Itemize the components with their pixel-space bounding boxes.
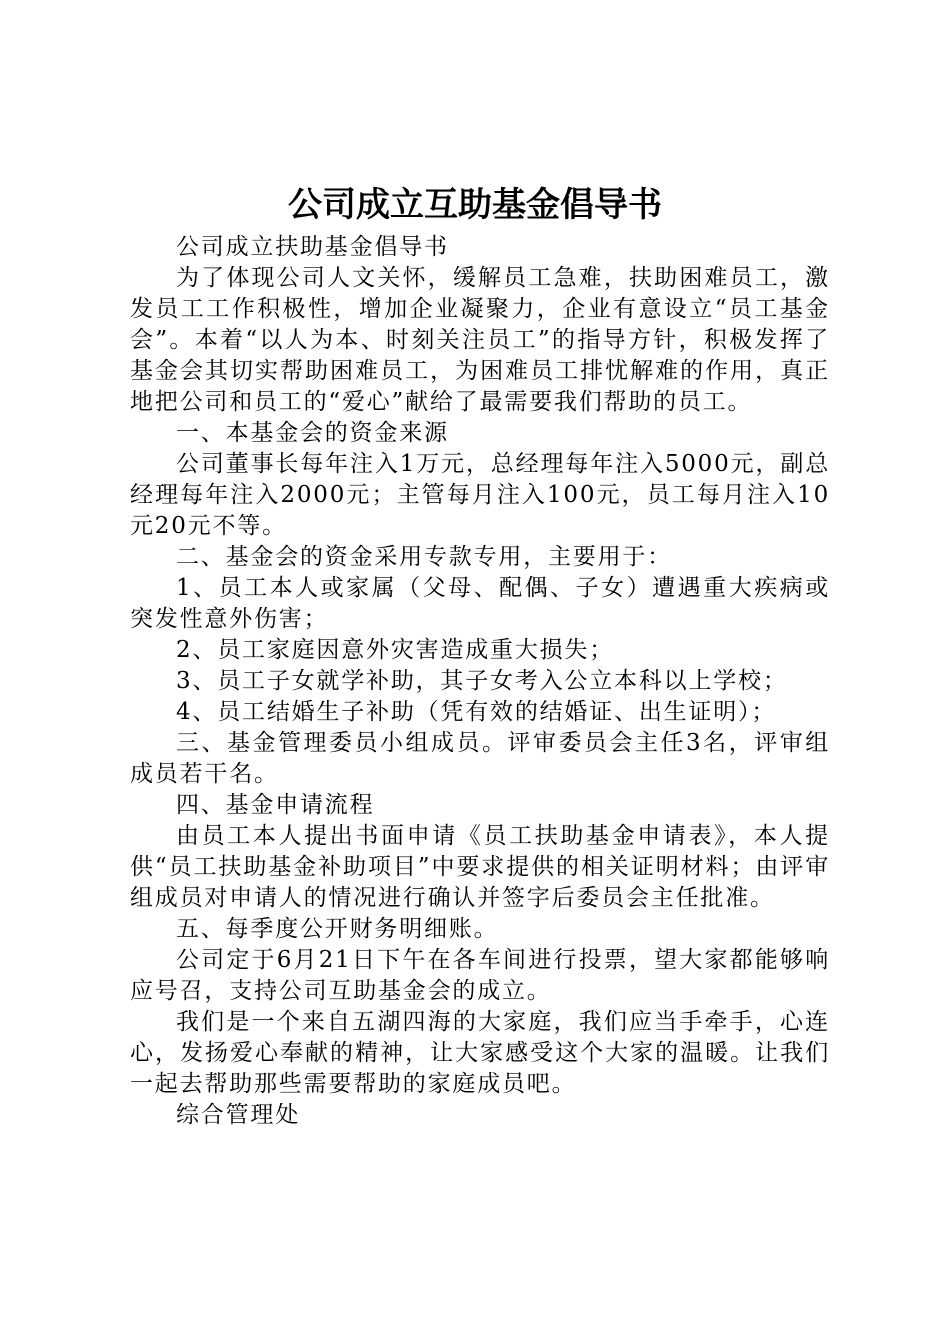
document-title: 公司成立互助基金倡导书 <box>288 185 662 225</box>
list-item-usage-2: 2、员工家庭因意外灾害造成重大损失； <box>176 637 615 663</box>
paragraph-vote-notice: 公司定于6月21日下午在各车间进行投票，望大家都能够响应号召，支持公司互助基金会的成立。 <box>130 947 830 1004</box>
paragraph-committee: 三、基金管理委员小组成员。评审委员会主任3名，评审组成员若干名。 <box>130 730 830 787</box>
list-item-usage-4: 4、员工结婚生子补助（凭有效的结婚证、出生证明）； <box>176 699 777 725</box>
signature-department: 综合管理处 <box>176 1102 300 1128</box>
paragraph-intro: 为了体现公司人文关怀，缓解员工急难，扶助困难员工，激发员工工作积极性，增加企业凝聚力，企业有意设立“员工基金会”。本着“以人为本、时刻关注员工”的指导方针，积极发挥了基金会其切实帮助困难员工，为困难员工排忧解难的作用，真正地把公司和员工的“爱心”献给了最需要我们帮助的员工。 <box>130 265 830 415</box>
document-body <box>130 232 830 1131</box>
paragraph-funding-source: 公司董事长每年注入1万元，总经理每年注入5000元，副总经理每年注入2000元；主管每月注入100元，员工每月注入10元20元不等。 <box>130 451 830 539</box>
section-heading-application-process: 四、基金申请流程 <box>176 792 375 818</box>
section-heading-fund-usage: 二、基金会的资金采用专款专用，主要用于： <box>176 544 672 570</box>
section-heading-financial-disclosure: 五、每季度公开财务明细账。 <box>176 916 499 942</box>
list-item-usage-3: 3、员工子女就学补助，其子女考入公立本科以上学校； <box>176 668 788 694</box>
paragraph-subtitle: 公司成立扶助基金倡导书 <box>176 234 449 260</box>
list-item-usage-1: 1、员工本人或家属（父母、配偶、子女）遭遇重大疾病或突发性意外伤害； <box>130 575 830 632</box>
paragraph-closing-appeal: 我们是一个来自五湖四海的大家庭，我们应当手牵手，心连心，发扬爱心奉献的精神，让大家感受这个大家的温暖。让我们一起去帮助那些需要帮助的家庭成员吧。 <box>130 1009 830 1097</box>
section-heading-funding-source: 一、本基金会的资金来源 <box>176 420 449 446</box>
paragraph-application-process: 由员工本人提出书面申请《员工扶助基金申请表》，本人提供“员工扶助基金补助项目”中要求提供的相关证明材料；由评审组成员对申请人的情况进行确认并签字后委员会主任批准。 <box>130 823 830 911</box>
